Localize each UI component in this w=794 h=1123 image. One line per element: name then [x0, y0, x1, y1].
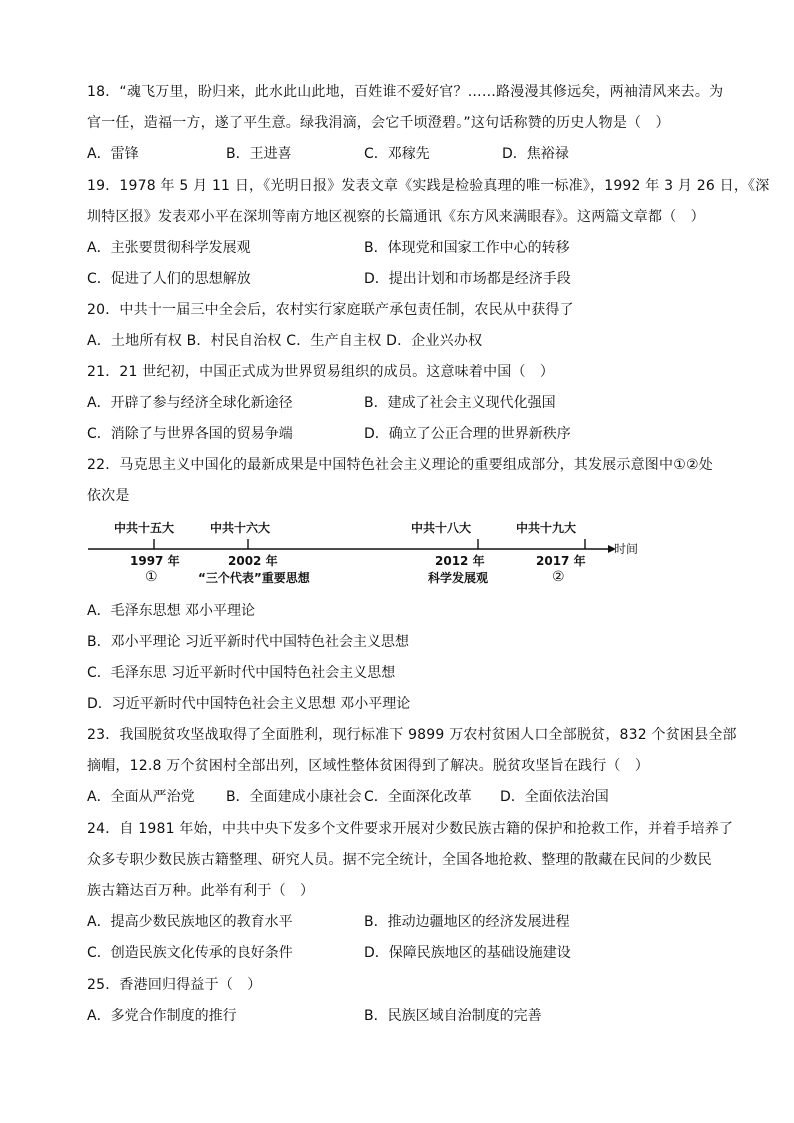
timeline-year-2017: 2017 年 [536, 554, 586, 568]
timeline-blank-2: ② [552, 569, 565, 585]
q24-stem-line3: 族古籍达百万种。此举有利于（ ） [87, 883, 315, 899]
q19-option-a: A．主张要贯彻科学发展观 [87, 240, 251, 256]
q24-option-c: C．创造民族文化传承的良好条件 [87, 945, 293, 961]
timeline-three-represents: “三个代表”重要思想 [198, 571, 310, 585]
q25-option-a: A．多党合作制度的推行 [87, 1008, 237, 1024]
timeline-label-16th: 中共十六大 [210, 521, 271, 535]
q24-stem-line2: 众多专职少数民族古籍整理、研究人员。据不完全统计，全国各地抢救、整理的散藏在民间的少数民 [87, 852, 712, 868]
q22-stem-line2: 依次是 [87, 488, 130, 504]
q25-option-b: B．民族区域自治制度的完善 [364, 1008, 542, 1024]
timeline-year-2012: 2012 年 [435, 554, 485, 568]
q22-option-b: B．邓小平理论 习近平新时代中国特色社会主义思想 [87, 634, 410, 650]
timeline-label-15th: 中共十五大 [114, 521, 175, 535]
q23-stem-line1: 23．我国脱贫攻坚战取得了全面胜利，现行标准下 9899 万农村贫困人口全部脱贫，832 个贫困县全部 [87, 727, 737, 743]
q21-option-c: C．消除了与世界各国的贸易争端 [87, 426, 293, 442]
q18-option-a: A．雷锋 [87, 146, 139, 162]
q19-stem-line1: 19．1978 年 5 月 11 日，《光明日报》发表文章《实践是检验真理的唯一标准》，1992 年 3 月 26 日，《深 [87, 178, 770, 194]
q21-option-d: D．确立了公正合理的世界新秩序 [364, 426, 571, 442]
q25-stem: 25．香港回归得益于（ ） [87, 977, 262, 993]
q24-stem-line1: 24．自 1981 年始，中共中央下发多个文件要求开展对少数民族古籍的保护和抢救工作，并着手培养了 [87, 821, 734, 837]
timeline-blank-1: ① [145, 569, 158, 585]
q22-option-a: A．毛泽东思想 邓小平理论 [87, 603, 256, 619]
q19-stem-line2: 圳特区报》发表邓小平在深圳等南方地区视察的长篇通讯《东方风来满眼春》。这两篇文章都（ ） [87, 209, 705, 225]
q18-stem-line2: 官一任，造福一方，遂了平生意。绿我涓滴，会它千顷澄碧。”这句话称赞的历史人物是（ ） [87, 115, 670, 131]
q22-option-d: D．习近平新时代中国特色社会主义思想 邓小平理论 [87, 696, 411, 712]
q22-timeline-diagram [86, 518, 646, 588]
q23-option-c: C．全面深化改革 [364, 789, 472, 805]
q22-option-c: C．毛泽东思 习近平新时代中国特色社会主义思想 [87, 665, 396, 681]
q20-stem: 20．中共十一届三中全会后，农村实行家庭联产承包责任制，农民从中获得了 [87, 302, 574, 318]
q18-option-b: B．王进喜 [226, 146, 292, 162]
timeline-label-19th: 中共十九大 [516, 521, 577, 535]
q23-option-b: B．全面建成小康社会 [226, 789, 362, 805]
q18-option-c: C．邓稼先 [364, 146, 430, 162]
q19-option-b: B．体现党和国家工作中心的转移 [364, 240, 570, 256]
q19-option-d: D．提出计划和市场都是经济手段 [364, 271, 571, 287]
q22-stem-line1: 22．马克思主义中国化的最新成果是中国特色社会主义理论的重要组成部分，其发展示意图中①②处 [87, 457, 713, 473]
q20-options: A．土地所有权 B．村民自治权 C．生产自主权 D．企业兴办权 [87, 333, 483, 349]
q21-stem: 21．21 世纪初，中国正式成为世界贸易组织的成员。这意味着中国（ ） [87, 364, 555, 380]
q21-option-a: A．开辟了参与经济全球化新途径 [87, 395, 293, 411]
timeline-year-2002: 2002 年 [228, 554, 278, 568]
q18-stem-line1: 18．“魂飞万里，盼归来，此水此山此地，百姓谁不爱好官？……路漫漫其修远矣，两袖清风来去。为 [87, 84, 724, 100]
q18-option-d: D．焦裕禄 [502, 146, 569, 162]
q19-option-c: C．促进了人们的思想解放 [87, 271, 251, 287]
q21-option-b: B．建成了社会主义现代化强国 [364, 395, 556, 411]
q24-option-b: B．推动边疆地区的经济发展进程 [364, 914, 570, 930]
timeline-scientific-outlook: 科学发展观 [428, 571, 489, 585]
q23-option-d: D．全面依法治国 [500, 789, 609, 805]
q23-option-a: A．全面从严治党 [87, 789, 195, 805]
timeline-year-1997: 1997 年 [130, 554, 180, 568]
q23-stem-line2: 摘帽，12.8 万个贫困村全部出列，区域性整体贫困得到了解决。脱贫攻坚旨在践行（ ） [87, 758, 650, 774]
q24-option-a: A．提高少数民族地区的教育水平 [87, 914, 293, 930]
q24-option-d: D．保障民族地区的基础设施建设 [364, 945, 571, 961]
timeline-label-18th: 中共十八大 [411, 521, 472, 535]
timeline-axis-label: 时间 [614, 542, 639, 556]
